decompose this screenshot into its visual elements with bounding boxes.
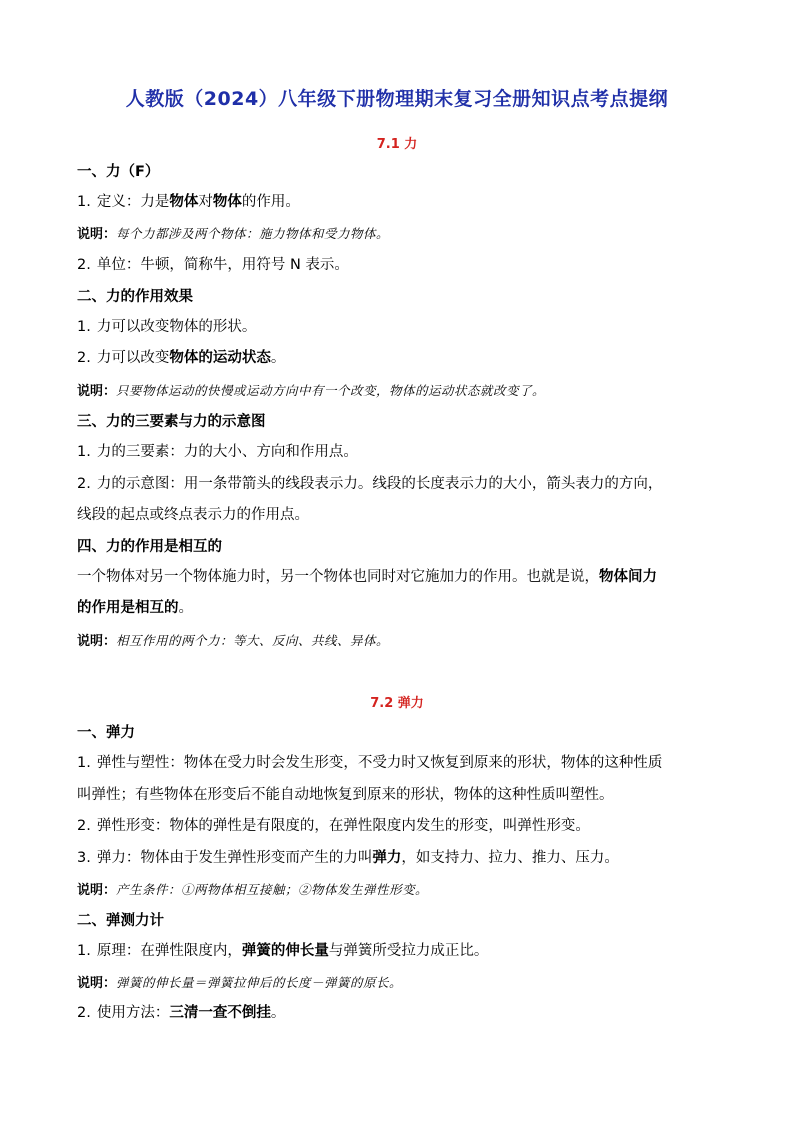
- paragraph-force-diagram-cont: 线段的起点或终点表示力的作用点。: [77, 507, 309, 523]
- text: 定义：力是: [96, 194, 170, 210]
- paragraph-three-elements: [77, 441, 727, 463]
- text: 力的示意图：用一条带箭头的线段表示力。线段的长度表示力的大小，箭头表力的方向，: [96, 476, 663, 492]
- note-label: 说明：: [77, 227, 117, 242]
- text: 一个物体对另一个物体施力时，另一个物体也同时对它施加力的作用。也就是说，: [77, 569, 599, 585]
- item-number: 3.: [77, 850, 91, 866]
- text: 弹性形变：物体的弹性是有限度的，在弹性限度内发生的形变，叫弹性形变。: [96, 818, 590, 834]
- bold-text: 弹力: [372, 850, 402, 866]
- paragraph-elasticity-cont: 叫弹性；有些物体在形变后不能自动地恢复到原来的形状，物体的这种性质叫塑性。: [77, 787, 614, 803]
- text: 弹力：物体由于发生弹性形变而产生的力叫: [96, 850, 373, 866]
- item-number: 1.: [77, 194, 91, 210]
- text: 单位：牛顿，简称牛，用符号 N 表示。: [96, 257, 349, 273]
- bold-text: 弹簧的伸长量: [241, 943, 329, 959]
- paragraph-elastic-force: [77, 847, 727, 869]
- paragraph-force-diagram: [77, 473, 727, 495]
- bold-text: 物体: [169, 194, 199, 210]
- item-number: 1.: [77, 755, 91, 771]
- item-number: 2.: [77, 476, 91, 492]
- paragraph-usage: [77, 1002, 727, 1024]
- heading-force: 一、力（F）: [77, 164, 160, 180]
- text: 。: [178, 600, 193, 616]
- paragraph-mutual-force-cont: [77, 597, 727, 619]
- note: [77, 972, 727, 995]
- heading-elastic-force: 一、弹力: [77, 725, 135, 741]
- note: [77, 879, 727, 902]
- item-number: 1.: [77, 319, 91, 335]
- text: 弹性与塑性：物体在受力时会发生形变，不受力时又恢复到原来的形状，物体的这种性质: [96, 755, 663, 771]
- section-heading-7-2: 7.2 弹力: [370, 696, 424, 711]
- heading-spring-scale: 二、弹测力计: [77, 913, 164, 929]
- bold-text: 物体: [212, 194, 242, 210]
- item-number: 2.: [77, 350, 91, 366]
- item-number: 1.: [77, 943, 91, 959]
- note-label: 说明：: [77, 634, 117, 649]
- bold-text: 物体间力: [599, 569, 657, 585]
- paragraph-definition: [77, 191, 727, 213]
- text: 力的三要素：力的大小、方向和作用点。: [96, 444, 358, 460]
- bold-text: 三清一查不倒挂: [169, 1005, 271, 1021]
- text: 力可以改变物体的形状。: [96, 319, 257, 335]
- section-heading-7-1: 7.1 力: [376, 137, 418, 152]
- bold-text: 物体的运动状态: [169, 350, 271, 366]
- paragraph-mutual-force: [77, 566, 727, 588]
- paragraph-principle: [77, 940, 727, 962]
- text: 对: [198, 194, 213, 210]
- note-text: 产生条件：①两物体相互接触；②物体发生弹性形变。: [116, 882, 429, 897]
- item-number: 2.: [77, 818, 91, 834]
- note-label: 说明：: [77, 384, 117, 399]
- paragraph-elastic-deformation: [77, 815, 727, 837]
- text: 的作用。: [241, 194, 300, 210]
- note: [77, 223, 727, 246]
- paragraph-change-motion: [77, 347, 727, 369]
- text: 力可以改变: [96, 350, 170, 366]
- note: [77, 630, 727, 653]
- paragraph-elasticity: [77, 752, 727, 774]
- text: 原理：在弹性限度内，: [96, 943, 242, 959]
- paragraph-unit: [77, 254, 727, 276]
- item-number: 1.: [77, 444, 91, 460]
- text: 与弹簧所受拉力成正比。: [328, 943, 489, 959]
- note-text: 只要物体运动的快慢或运动方向中有一个改变，物体的运动状态就改变了。: [116, 383, 546, 398]
- bold-text: 的作用是相互的: [77, 600, 179, 616]
- text: 。: [270, 350, 286, 366]
- item-number: 2.: [77, 1005, 91, 1021]
- note-text: 每个力都涉及两个物体：施力物体和受力物体。: [116, 226, 390, 241]
- text: ，如支持力、拉力、推力、压力。: [401, 850, 619, 866]
- note-label: 说明：: [77, 883, 117, 898]
- text: 使用方法：: [96, 1005, 170, 1021]
- note: [77, 380, 727, 403]
- heading-force-effect: 二、力的作用效果: [77, 289, 193, 305]
- note-text: 相互作用的两个力：等大、反向、共线、异体。: [116, 633, 390, 648]
- note-label: 说明：: [77, 976, 117, 991]
- document-title: 人教版（2024）八年级下册物理期末复习全册知识点考点提纲: [125, 88, 669, 110]
- paragraph-change-shape: [77, 316, 727, 338]
- item-number: 2.: [77, 257, 91, 273]
- heading-mutual-force: 四、力的作用是相互的: [77, 539, 222, 555]
- note-text: 弹簧的伸长量＝弹簧拉伸后的长度－弹簧的原长。: [116, 975, 403, 990]
- text: 。: [270, 1005, 286, 1021]
- heading-three-elements: 三、力的三要素与力的示意图: [77, 414, 266, 430]
